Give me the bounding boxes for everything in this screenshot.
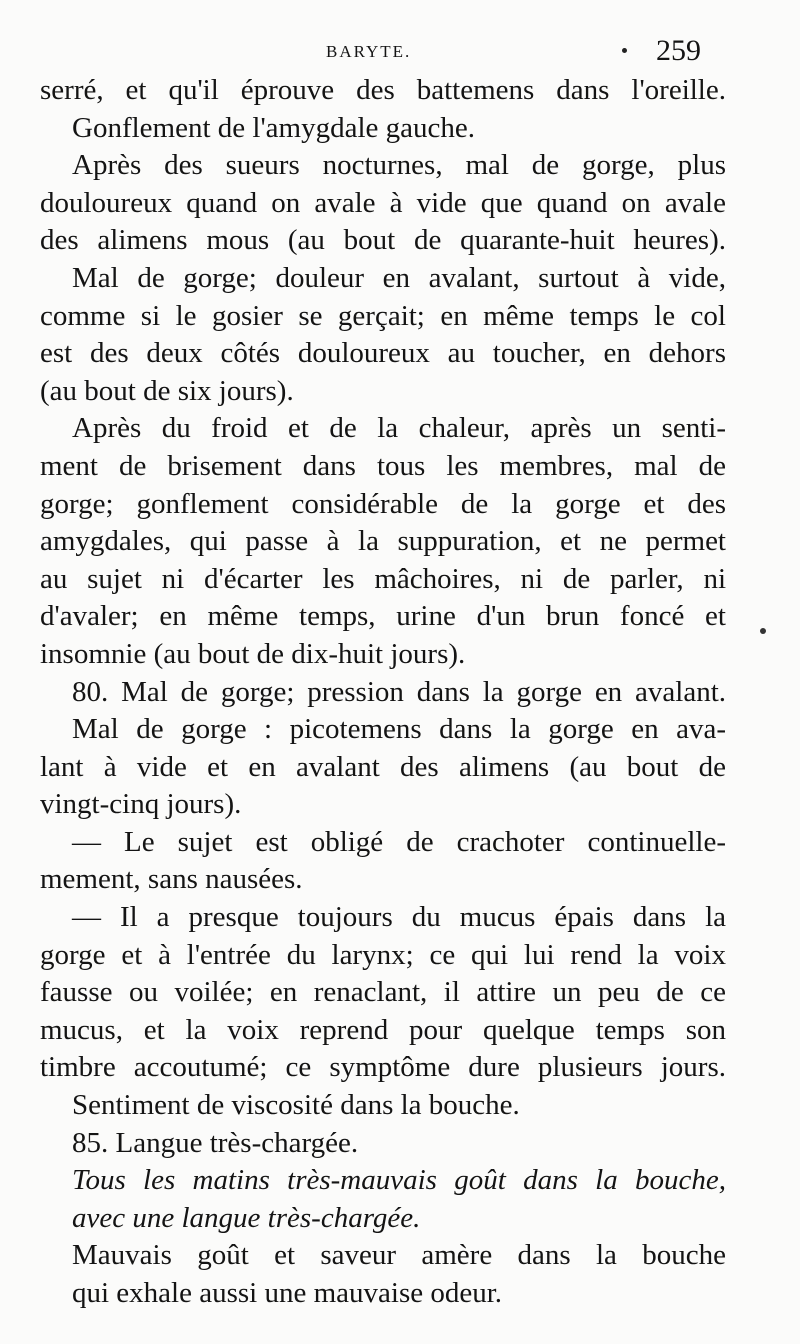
header-ornament-dot bbox=[622, 48, 627, 53]
text-line: Sentiment de viscosité dans la bouche. bbox=[72, 1089, 520, 1122]
text-line: d'avaler; en même temps, urine d'un brun foncé et bbox=[40, 600, 726, 633]
text-line: (au bout de six jours). bbox=[40, 374, 294, 407]
text-line: insomnie (au bout de dix-huit jours). bbox=[40, 637, 466, 670]
text-line: qui exhale aussi une mauvaise odeur. bbox=[72, 1277, 503, 1309]
text-line: gorge et à l'entrée du larynx; ce qui lui rend la voix bbox=[40, 938, 726, 971]
running-head: BARYTE. bbox=[326, 42, 412, 61]
text-line: Mal de gorge; douleur en avalant, surtout à vide, bbox=[72, 261, 726, 294]
text-line: mucus, et la voix reprend pour quelque temps son bbox=[40, 1013, 726, 1046]
text-line: 85. Langue très-chargée. bbox=[72, 1126, 359, 1159]
page-number: 259 bbox=[656, 34, 701, 67]
text-line: des alimens mous (au bout de quarante-huit heures). bbox=[40, 224, 726, 257]
text-line: vingt-cinq jours). bbox=[40, 788, 242, 821]
page-header bbox=[0, 34, 800, 74]
text-line: Gonflement de l'amygdale gauche. bbox=[72, 111, 476, 144]
text-line: amygdales, qui passe à la suppuration, et ne permet bbox=[40, 525, 726, 558]
text-line: lant à vide et en avalant des alimens (au bout de bbox=[40, 750, 726, 783]
text-line: Tous les matins très-mauvais goût dans la bouche, bbox=[72, 1164, 726, 1197]
text-line: comme si le gosier se gerçait; en même temps le col bbox=[40, 299, 726, 332]
text-line: serré, et qu'il éprouve des battemens dans l'oreille. bbox=[40, 74, 726, 106]
text-line: au sujet ni d'écarter les mâchoires, ni de parler, ni bbox=[40, 562, 726, 595]
text-line: Après des sueurs nocturnes, mal de gorge, plus bbox=[72, 149, 726, 182]
text-line: Après du froid et de la chaleur, après un senti- bbox=[72, 412, 726, 445]
page-body bbox=[40, 72, 726, 1313]
margin-ink-dot bbox=[760, 628, 766, 634]
text-line: avec une langue très-chargée. bbox=[72, 1201, 421, 1234]
text-line: gorge; gonflement considérable de la gorge et des bbox=[40, 487, 726, 520]
text-line: douloureux quand on avale à vide que quand on avale bbox=[40, 186, 726, 219]
text-line: mement, sans nausées. bbox=[40, 863, 303, 896]
text-line: timbre accoutumé; ce symptôme dure plusieurs jours. bbox=[40, 1051, 726, 1084]
text-line: fausse ou voilée; en renaclant, il attire un peu de ce bbox=[40, 976, 726, 1009]
text-line: 80. Mal de gorge; pression dans la gorge en avalant. bbox=[72, 675, 726, 708]
text-line: Mal de gorge : picotemens dans la gorge en ava- bbox=[72, 713, 726, 746]
text-line: Mauvais goût et saveur amère dans la bouche bbox=[72, 1239, 726, 1272]
text-line: ment de brisement dans tous les membres, mal de bbox=[40, 449, 726, 482]
text-line: — Il a presque toujours du mucus épais dans la bbox=[72, 901, 726, 934]
text-line: est des deux côtés douloureux au toucher, en dehors bbox=[40, 337, 726, 370]
text-line: — Le sujet est obligé de crachoter continuelle- bbox=[72, 825, 726, 858]
